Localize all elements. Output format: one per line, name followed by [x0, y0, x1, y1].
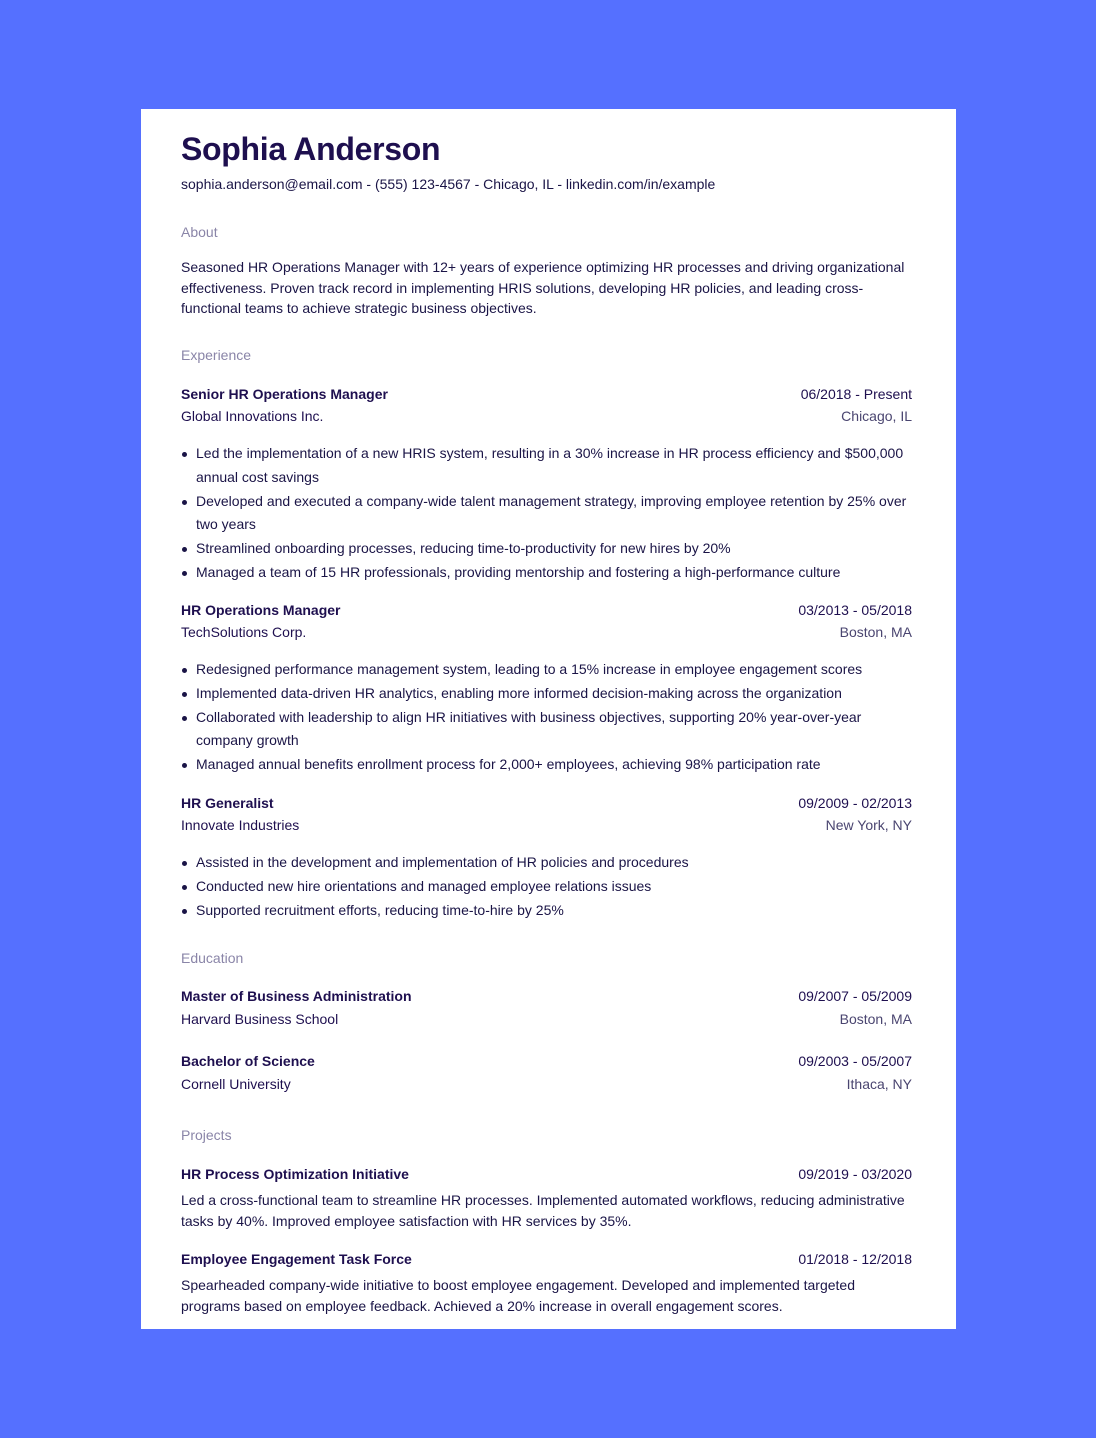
school-location: Ithaca, NY: [846, 1076, 912, 1092]
job-entry-1: [181, 386, 912, 585]
project-title: HR Process Optimization Initiative: [181, 1166, 409, 1182]
job-date: 09/2009 - 02/2013: [798, 795, 912, 811]
bullet-text: Implemented data-driven HR analytics, enabling more informed decision-making across the organization: [196, 684, 842, 701]
bullet-text: Managed a team of 15 HR professionals, providing mentorship and fostering a high-performance culture: [196, 563, 841, 580]
job-location: New York, NY: [825, 817, 912, 833]
bullet-text: Managed annual benefits enrollment process for 2,000+ employees, achieving 98% participation rate: [196, 756, 821, 773]
list-item: [181, 899, 912, 923]
bullet-text: Conducted new hire orientations and managed employee relations issues: [196, 877, 652, 894]
education-entry-1: [181, 988, 912, 1033]
bullet-dot-icon: [182, 668, 187, 673]
project-date: 01/2018 - 12/2018: [798, 1251, 912, 1267]
list-item: [181, 875, 912, 899]
project-entry-1: [181, 1166, 912, 1232]
bullet-dot-icon: [182, 861, 187, 866]
list-item: [181, 706, 912, 754]
bullet-text: Streamlined onboarding processes, reducing time-to-productivity for new hires by 20%: [196, 540, 731, 557]
job-entry-3: [181, 795, 912, 922]
bullet-dot-icon: [182, 716, 187, 721]
education-date: 09/2007 - 05/2009: [798, 988, 912, 1004]
bullet-dot-icon: [182, 692, 187, 697]
job-title: HR Generalist: [181, 795, 274, 811]
job-title: HR Operations Manager: [181, 602, 341, 618]
list-item: [181, 442, 912, 490]
bullet-text: Supported recruitment efforts, reducing time-to-hire by 25%: [196, 901, 564, 918]
job-company: Innovate Industries: [181, 817, 300, 833]
bullet-dot-icon: [182, 763, 187, 768]
bullet-text: Collaborated with leadership to align HR initiatives with business objectives, supporting 20% year-over-year company growth: [196, 708, 862, 749]
list-item: [181, 682, 912, 706]
school-location: Boston, MA: [839, 1011, 912, 1027]
bullet-dot-icon: [182, 452, 187, 457]
list-item: [181, 658, 912, 682]
bullet-text: Developed and executed a company-wide talent management strategy, improving employee retention by 25% over two years: [196, 492, 907, 533]
list-item: [181, 490, 912, 538]
job-title: Senior HR Operations Manager: [181, 386, 388, 402]
list-item: [181, 537, 912, 561]
contact-line: sophia.anderson@email.com - (555) 123-4567 - Chicago, IL - linkedin.com/in/example: [181, 176, 716, 192]
project-date: 09/2019 - 03/2020: [798, 1166, 912, 1182]
list-item: [181, 561, 912, 585]
experience-section-label: Experience: [181, 347, 252, 363]
job-bullets: [181, 658, 912, 777]
job-entry-2: [181, 602, 912, 777]
about-text: Seasoned HR Operations Manager with 12+ years of experience optimizing HR processes and driving organizational effectiveness. Proven track record in implementing HRIS solutions, developing HR policies, and leading cross-functional teams to achieve strategic business objectives.: [181, 259, 905, 316]
job-bullets: [181, 851, 912, 922]
job-bullets: [181, 442, 912, 585]
job-location: Chicago, IL: [841, 408, 912, 424]
project-description: Spearheaded company-wide initiative to boost employee engagement. Developed and implemented targeted programs based on employee feedback. Achieved a 20% increase in overall engagement scores.: [181, 1277, 855, 1314]
school-name: Harvard Business School: [181, 1011, 339, 1027]
job-company: Global Innovations Inc.: [181, 408, 324, 424]
list-item: [181, 851, 912, 875]
degree-title: Master of Business Administration: [181, 988, 412, 1004]
school-name: Cornell University: [181, 1076, 291, 1092]
list-item: [181, 753, 912, 777]
job-company: TechSolutions Corp.: [181, 624, 307, 640]
bullet-text: Assisted in the development and implementation of HR policies and procedures: [196, 854, 689, 870]
bullet-text: Led the implementation of a new HRIS system, resulting in a 30% increase in HR process efficiency and $500,000 annual cost savings: [196, 445, 904, 485]
job-date: 03/2013 - 05/2018: [798, 602, 912, 618]
projects-section-label: Projects: [181, 1127, 232, 1143]
bullet-dot-icon: [182, 571, 187, 576]
education-entry-2: [181, 1053, 912, 1098]
degree-title: Bachelor of Science: [181, 1053, 315, 1069]
about-section-label: About: [181, 224, 218, 240]
bullet-dot-icon: [182, 500, 187, 505]
job-date: 06/2018 - Present: [800, 386, 912, 402]
resume-page: [141, 109, 956, 1329]
bullet-text: Redesigned performance management system, leading to a 15% increase in employee engagement scores: [196, 661, 863, 677]
project-description: Led a cross-functional team to streamline HR processes. Implemented automated workflows, reducing administrative tasks by 40%. Improved employee satisfaction with HR services by 35%.: [181, 1192, 905, 1229]
education-date: 09/2003 - 05/2007: [798, 1053, 912, 1069]
project-title: Employee Engagement Task Force: [181, 1251, 412, 1267]
job-location: Boston, MA: [839, 624, 912, 640]
candidate-name: Sophia Anderson: [181, 131, 441, 167]
education-section-label: Education: [181, 950, 244, 966]
project-entry-2: [181, 1251, 912, 1317]
bullet-dot-icon: [182, 547, 187, 552]
bullet-dot-icon: [182, 909, 187, 914]
bullet-dot-icon: [182, 885, 187, 890]
